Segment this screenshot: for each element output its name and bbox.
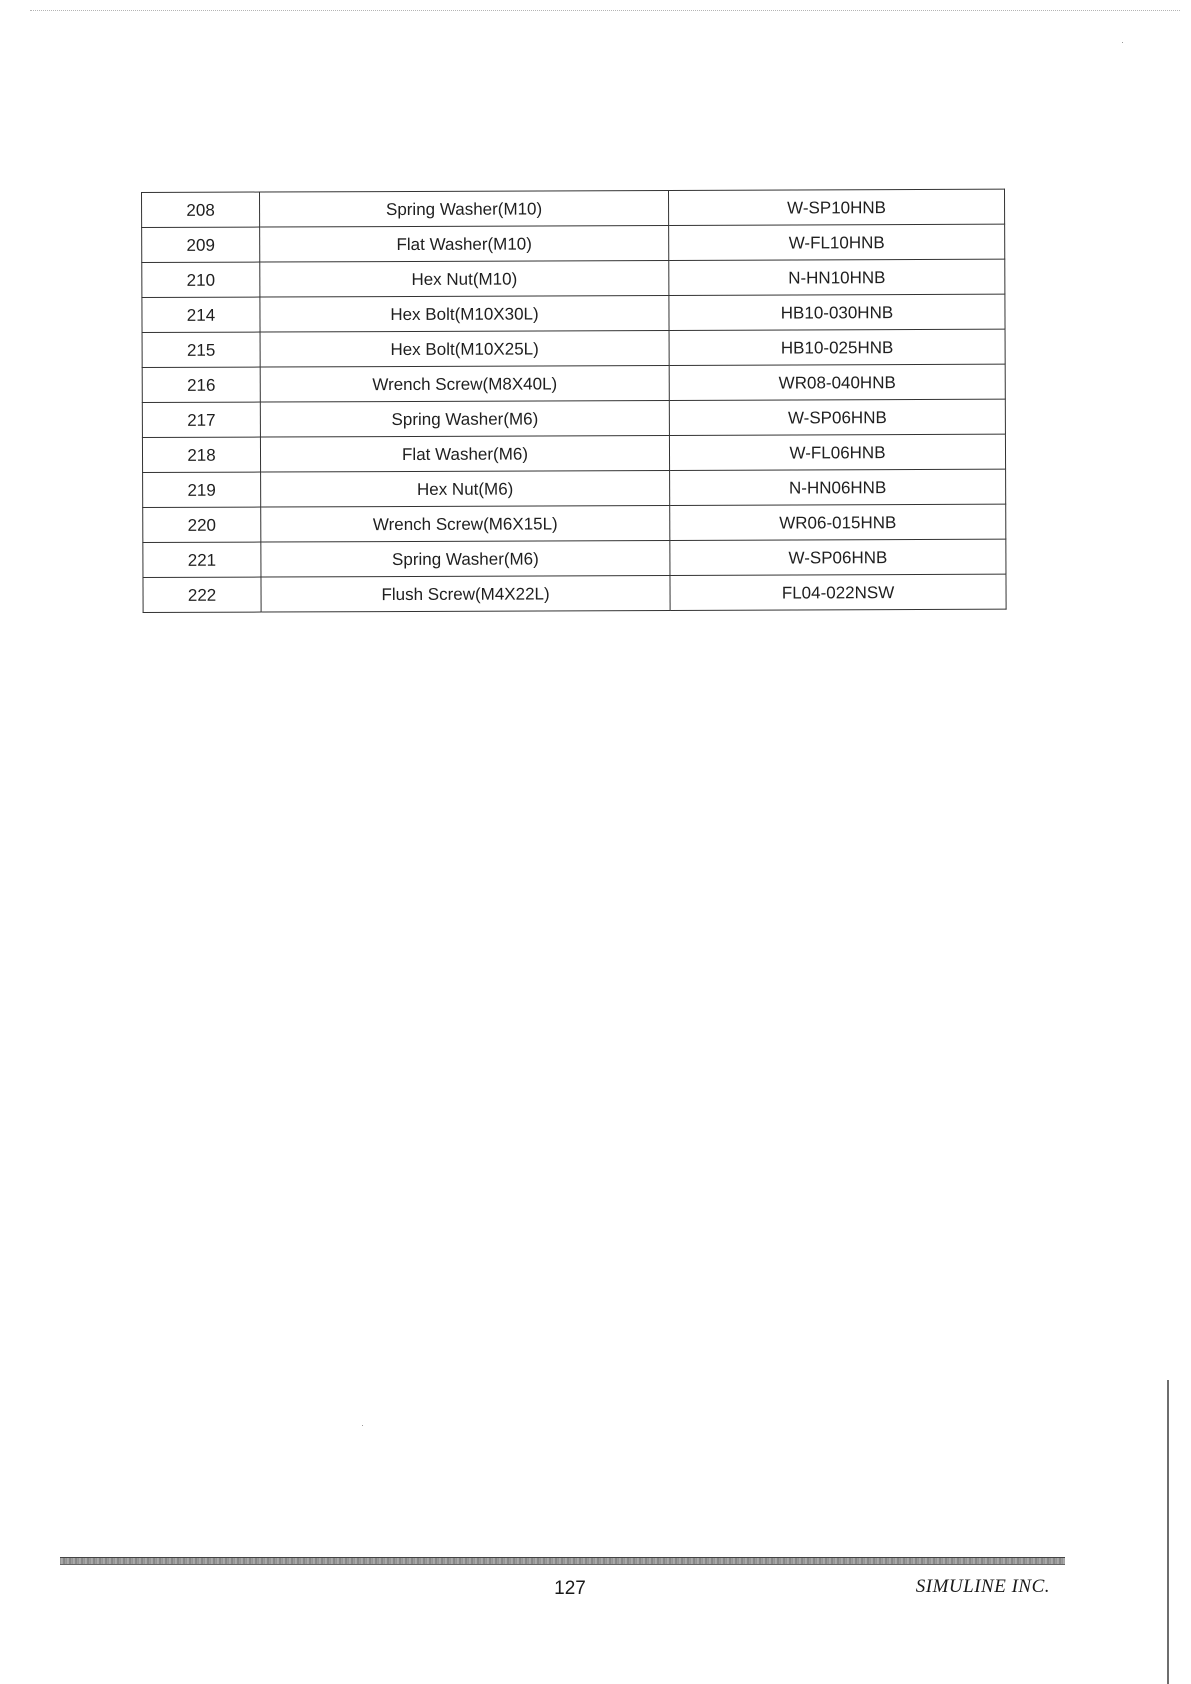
part-description-cell: Hex Bolt(M10X25L)	[260, 330, 669, 367]
table-row	[143, 504, 1006, 542]
scan-speck	[362, 1425, 363, 1426]
part-description-cell: Flat Washer(M6)	[260, 435, 669, 472]
part-description-cell: Hex Bolt(M10X30L)	[260, 295, 669, 332]
table-row	[142, 189, 1005, 227]
part-code-cell: WR06-015HNB	[670, 504, 1006, 540]
part-number-cell: 218	[142, 437, 260, 472]
table-row	[143, 469, 1006, 507]
part-code-cell: W-FL06HNB	[669, 434, 1005, 470]
part-number-cell: 209	[142, 227, 260, 262]
part-description-cell: Spring Washer(M10)	[260, 190, 669, 227]
table-row	[142, 329, 1005, 367]
part-code-cell: W-SP06HNB	[670, 539, 1006, 575]
part-code-cell: HB10-025HNB	[669, 329, 1005, 365]
part-code-cell: HB10-030HNB	[669, 294, 1005, 330]
scan-edge-top	[30, 10, 1180, 11]
table-row	[143, 539, 1006, 577]
part-code-cell: W-SP10HNB	[668, 189, 1004, 225]
part-description-cell: Wrench Screw(M6X15L)	[261, 505, 670, 542]
table-row	[142, 224, 1005, 262]
scan-speck	[1122, 42, 1123, 43]
part-number-cell: 210	[142, 262, 260, 297]
table-row	[142, 364, 1005, 402]
part-number-cell: 222	[143, 577, 261, 612]
part-code-cell: N-HN10HNB	[669, 259, 1005, 295]
part-description-cell: Hex Nut(M10)	[260, 260, 669, 297]
part-code-cell: N-HN06HNB	[670, 469, 1006, 505]
table-row	[142, 399, 1005, 437]
part-number-cell: 219	[143, 472, 261, 507]
scan-edge-right	[1167, 1380, 1169, 1684]
part-number-cell: 208	[142, 192, 260, 227]
part-code-cell: W-SP06HNB	[669, 399, 1005, 435]
part-code-cell: FL04-022NSW	[670, 574, 1006, 610]
part-number-cell: 215	[142, 332, 260, 367]
table-row	[142, 259, 1005, 297]
part-description-cell: Flat Washer(M10)	[260, 225, 669, 262]
part-number-cell: 216	[142, 367, 260, 402]
table-row	[142, 434, 1005, 472]
part-description-cell: Spring Washer(M6)	[261, 540, 670, 577]
parts-table-body	[142, 189, 1007, 612]
part-code-cell: WR08-040HNB	[669, 364, 1005, 400]
part-number-cell: 214	[142, 297, 260, 332]
page-number: 127	[554, 1578, 586, 1599]
footer-rule	[60, 1557, 1065, 1565]
part-description-cell: Wrench Screw(M8X40L)	[260, 365, 669, 402]
table-row	[142, 294, 1005, 332]
table-row	[143, 574, 1006, 612]
company-name: SIMULINE INC.	[915, 1576, 1050, 1597]
parts-table	[141, 189, 1007, 613]
part-description-cell: Hex Nut(M6)	[261, 470, 670, 507]
part-number-cell: 220	[143, 507, 261, 542]
part-number-cell: 217	[142, 402, 260, 437]
part-description-cell: Spring Washer(M6)	[260, 400, 669, 437]
part-number-cell: 221	[143, 542, 261, 577]
part-description-cell: Flush Screw(M4X22L)	[261, 575, 670, 612]
part-code-cell: W-FL10HNB	[669, 224, 1005, 260]
